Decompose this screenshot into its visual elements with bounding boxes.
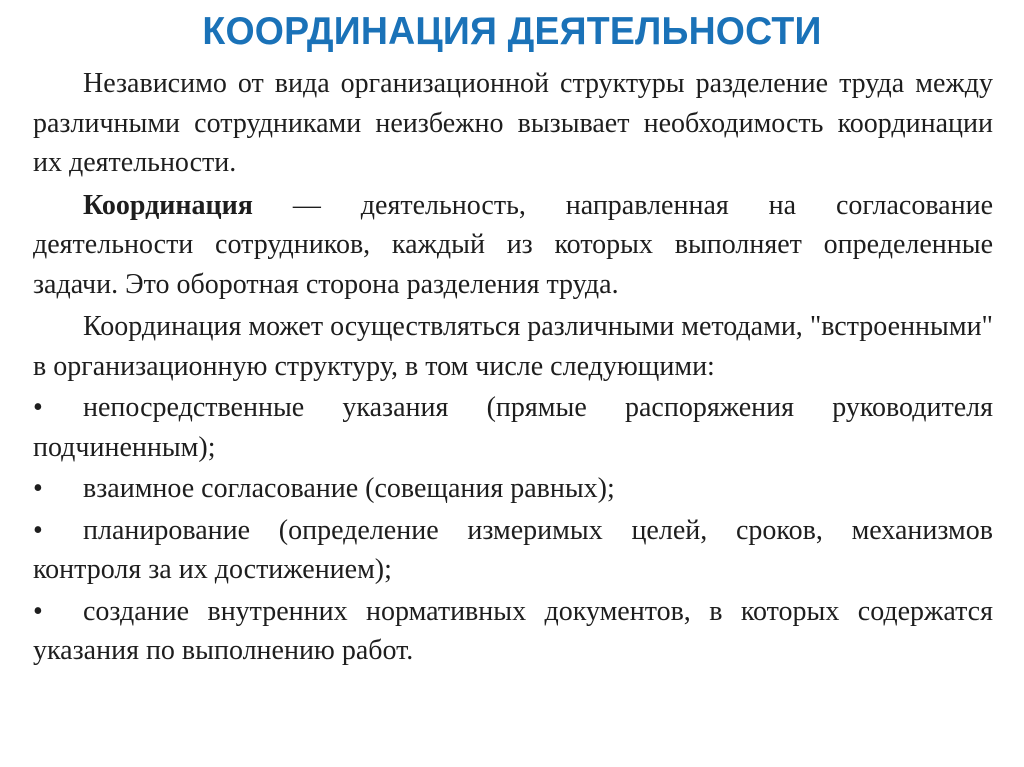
list-item (33, 511, 993, 590)
list-item (33, 592, 993, 671)
definition-text: — деятельность, направленная на согласование деятельности сотрудников, каждый из которых выполняет определенные задачи. Это оборотная сторона разделения труда. (33, 189, 993, 300)
paragraph-definition (33, 186, 993, 305)
list-item-text: планирование (определение измеримых целей, сроков, механизмов контроля за их достижением); (33, 514, 993, 585)
definition-term: Координация (83, 189, 253, 221)
bullet-icon: • (33, 595, 43, 627)
slide-body (33, 64, 993, 671)
paragraph-methods: Координация может осуществляться различными методами, "встроенными" в организационную структуру, в том числе следующими: (33, 311, 993, 382)
bullet-icon: • (33, 514, 43, 546)
list-item-text: создание внутренних нормативных документов, в которых содержатся указания по выполнению работ. (33, 595, 993, 666)
methods-list (33, 388, 993, 671)
paragraph-intro: Независимо от вида организационной структуры разделение труда между различными сотрудниками неизбежно вызывает необходимость координации их деятельности. (33, 68, 993, 178)
list-item (33, 388, 993, 467)
slide-title: КООРДИНАЦИЯ ДЕЯТЕЛЬНОСТИ (202, 10, 822, 53)
list-item (33, 469, 993, 509)
bullet-icon: • (33, 392, 43, 423)
list-item-text: взаимное согласование (совещания равных); (83, 473, 615, 504)
list-item-text: непосредственные указания (прямые распоряжения руководителя подчиненным); (33, 392, 993, 463)
bullet-icon: • (33, 473, 43, 504)
